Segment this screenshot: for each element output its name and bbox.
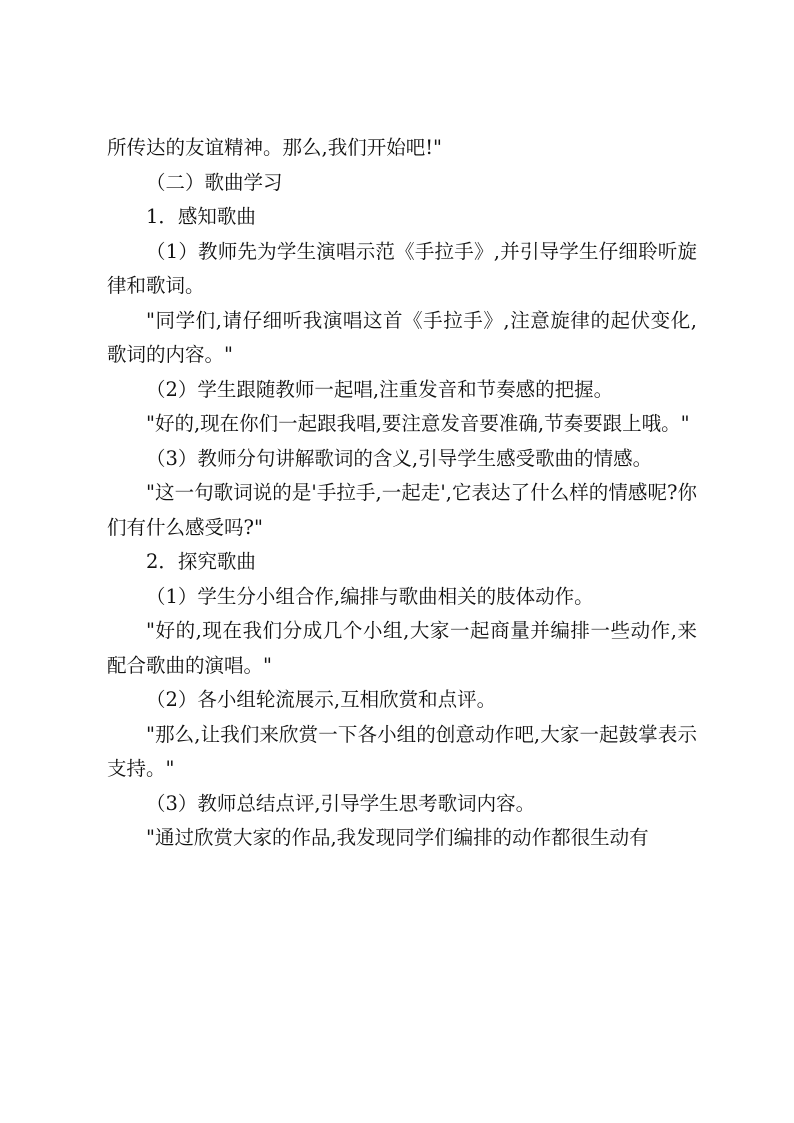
document-body: [107, 131, 697, 856]
quote-paragraph: "同学们,请仔细听我演唱这首《手拉手》,注意旋律的起伏变化,歌词的内容。": [107, 308, 697, 366]
subsection-heading: 1．感知歌曲: [146, 205, 256, 228]
quote-paragraph: "好的,现在我们分成几个小组,大家一起商量并编排一些动作,来配合歌曲的演唱。": [107, 619, 697, 677]
paragraph-continuation: 所传达的友谊精神。那么,我们开始吧!": [107, 136, 443, 159]
paragraph: （3）教师总结点评,引导学生思考歌词内容。: [146, 791, 536, 815]
quote-paragraph: "这一句歌词说的是'手拉手,一起走',它表达了什么样的情感呢?你们有什么感受吗?": [107, 481, 697, 539]
quote-paragraph: "通过欣赏大家的作品,我发现同学们编排的动作都很生动有: [146, 826, 649, 849]
paragraph: （2）各小组轮流展示,互相欣赏和点评。: [146, 688, 497, 711]
quote-paragraph: "好的,现在你们一起跟我唱,要注意发音要准确,节奏要跟上哦。": [146, 412, 690, 435]
paragraph: （3）教师分句讲解歌词的含义,引导学生感受歌曲的情感。: [146, 446, 653, 470]
section-heading: （二）歌曲学习: [146, 170, 283, 194]
paragraph: （1）教师先为学生演唱示范《手拉手》,并引导学生仔细聆听旋律和歌词。: [107, 239, 697, 297]
subsection-heading: 2．探究歌曲: [146, 550, 256, 573]
quote-paragraph: "那么,让我们来欣赏一下各小组的创意动作吧,大家一起鼓掌表示支持。": [107, 722, 697, 780]
paragraph: （1）学生分小组合作,编排与歌曲相关的肢体动作。: [146, 584, 594, 608]
paragraph: （2）学生跟随教师一起唱,注重发音和节奏感的把握。: [146, 377, 614, 401]
